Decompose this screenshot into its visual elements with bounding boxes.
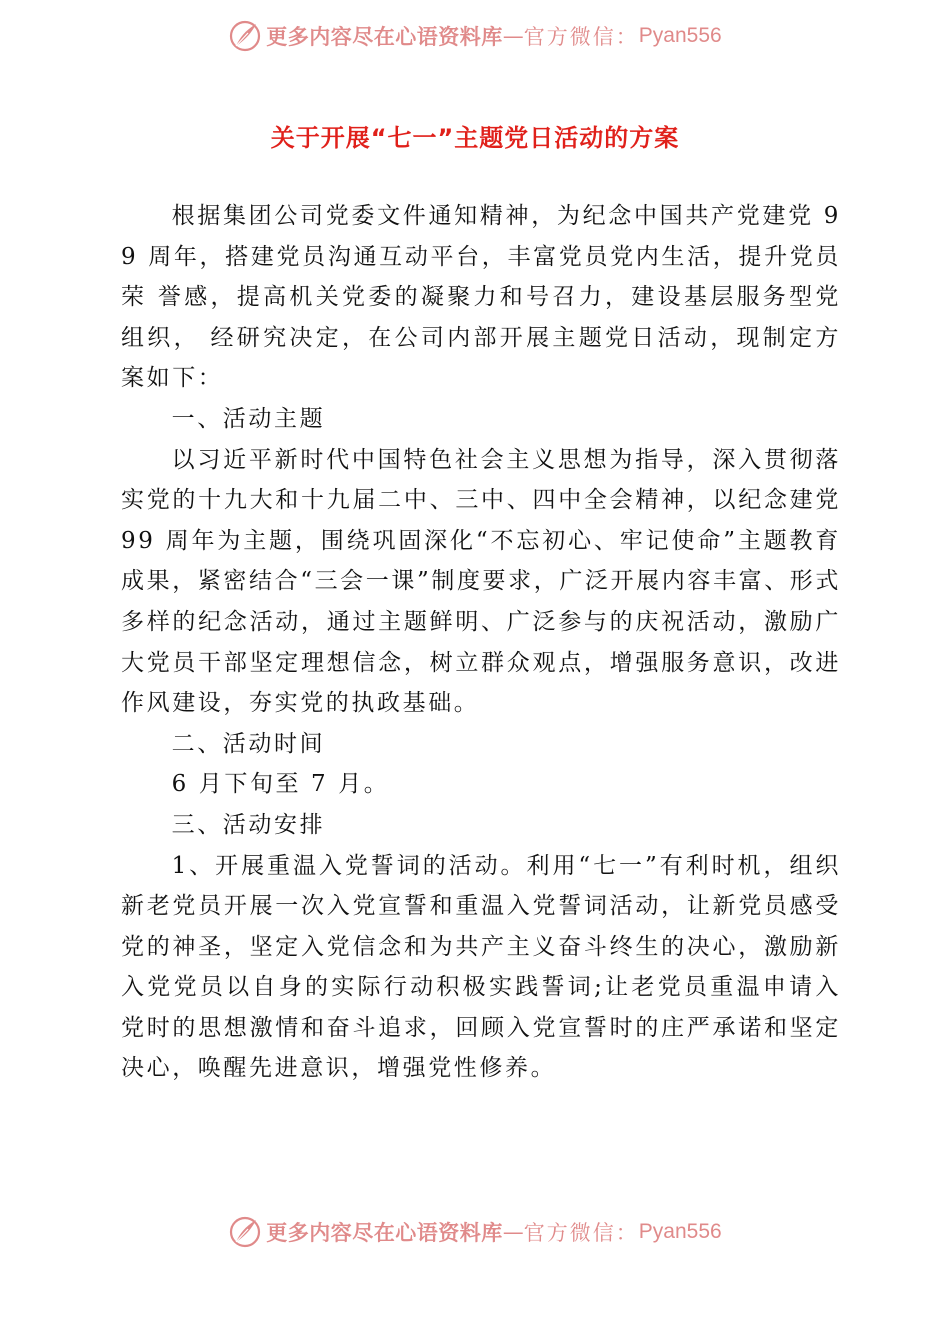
- header-dash: —: [502, 24, 524, 48]
- paragraph-arrangement-1: 1、开展重温入党誓词的活动。利用“七一”有利时机，组织新老党员开展一次入党宣誓和重温入党誓词活动，让新党员感受党的神圣，坚定入党信念和为共产主义奋斗终生的决心，激励新入党党员以自身的实际行动积极实践誓词;让老党员重温申请入党时的思想激情和奋斗追求，回顾入党宣誓时的庄严承诺和坚定决心，唤醒先进意识，增强党性修养。: [121, 852, 841, 1082]
- header-banner: [0, 16, 950, 56]
- footer-wechat-id: Pyan556: [638, 1220, 722, 1243]
- paragraph-activity-time: 6 月下旬至 7 月。: [171, 771, 390, 798]
- document-title: 关于开展“七一”主题党日活动的方案: [270, 124, 680, 152]
- footer-banner: [0, 1212, 950, 1252]
- heading-activity-theme: 一、活动主题: [171, 405, 326, 432]
- header-wechat-id: Pyan556: [638, 24, 722, 47]
- paragraph-activity-theme: 以习近平新时代中国特色社会主义思想为指导，深入贯彻落实党的十九大和十九届二中、三中、四中全会精神，以纪念建党 99 周年为主题，围绕巩固深化“不忘初心、牢记使命”主题教育成果，紧密结合“三会一课”制度要求，广泛开展内容丰富、形式多样的纪念活动，通过主题鲜明、广泛参与的庆祝活动，激励广大党员干部坚定理想信念，树立群众观点，增强服务意识，改进作风建设，夯实党的执政基础。: [121, 446, 841, 717]
- header-wechat-label: 官方微信：: [523, 25, 639, 49]
- paragraph-intro: 根据集团公司党委文件通知精神，为纪念中国共产党建党 99 周年，搭建党员沟通互动平台，丰富党员党内生活，提升党员荣 誉感，提高机关党委的凝聚力和号召力，建设基层服务型党组织， 经研究决定，在公司内部开展主题党日活动，现制定方案如下：: [121, 203, 841, 392]
- header-site-text: 更多内容尽在心语资料库: [266, 24, 503, 49]
- footer-dash: —: [502, 1220, 524, 1244]
- quill-logo-icon: [228, 1215, 262, 1249]
- heading-activity-arrangement: 三、活动安排: [171, 811, 326, 838]
- footer-wechat-label: 官方微信：: [523, 1221, 639, 1245]
- footer-site-text: 更多内容尽在心语资料库: [266, 1220, 503, 1245]
- document-body: [121, 196, 841, 1089]
- quill-logo-icon: [228, 19, 262, 53]
- heading-activity-time: 二、活动时间: [171, 730, 326, 757]
